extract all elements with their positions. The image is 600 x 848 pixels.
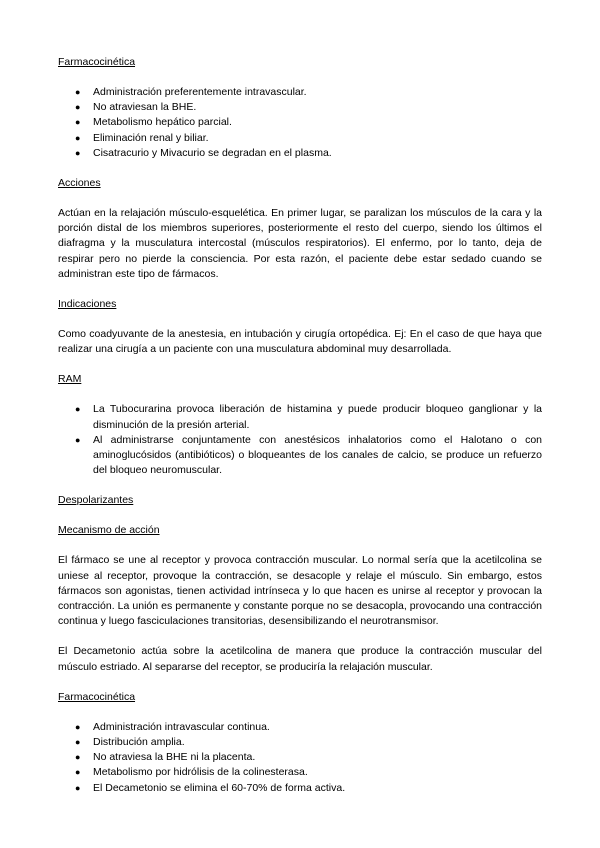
bullet-icon: ●	[75, 147, 81, 158]
list-farmacocinetica-1	[58, 85, 542, 161]
list-item: ● Metabolismo por hidrólisis de la colinesterasa.	[58, 765, 542, 780]
list-item: ● El Decametonio se elimina el 60-70% de forma activa.	[58, 781, 542, 796]
bullet-icon: ●	[75, 404, 81, 415]
heading-farmacocinetica-2: Farmacocinética	[58, 690, 136, 703]
bullet-icon: ●	[75, 132, 81, 143]
list-item: ● La Tubocurarina provoca liberación de histamina y puede producir bloqueo ganglionar y la disminución de la presión arterial.	[75, 403, 542, 431]
heading-ram: RAM	[58, 373, 82, 386]
bullet-icon: ●	[75, 737, 81, 748]
heading-acciones: Acciones	[58, 177, 101, 190]
bullet-icon: ●	[75, 767, 81, 778]
paragraph-indicaciones: Como coadyuvante de la anestesia, en intubación y cirugía ortopédica. Ej: En el caso de que haya que realizar una cirugía a un paciente con una musculatura abdominal muy desarrollada.	[58, 328, 542, 356]
paragraph-mecanismo-2: El Decametonio actúa sobre la acetilcolina de manera que produce la contracción muscular del músculo estriado. Al separarse del receptor, se produciría la relajación muscular.	[58, 645, 542, 673]
list-item: ● Cisatracurio y Mivacurio se degradan en el plasma.	[58, 146, 542, 161]
bullet-icon: ●	[75, 752, 81, 763]
bullet-icon: ●	[75, 102, 81, 113]
list-item: ● No atraviesa la BHE ni la placenta.	[58, 750, 542, 765]
heading-farmacocinetica-1: Farmacocinética	[58, 56, 136, 68]
bullet-icon: ●	[75, 721, 81, 732]
bullet-icon: ●	[75, 782, 81, 793]
heading-mecanismo: Mecanismo de acción	[58, 524, 160, 537]
bullet-icon: ●	[75, 117, 81, 128]
list-item: ● Administración intravascular continua.	[58, 720, 542, 735]
list-ram	[58, 402, 542, 478]
list-item: ● Al administrarse conjuntamente con anestésicos inhalatorios como el Halotano o con aminoglucósidos (antibióticos) o bloqueantes de los canales de calcio, se produce un refuerzo del bloqueo neuromuscular.	[75, 433, 542, 477]
bullet-icon: ●	[75, 87, 81, 97]
heading-despolarizantes: Despolarizantes	[58, 494, 134, 507]
list-item: ● Metabolismo hepático parcial.	[58, 115, 542, 130]
list-item: ● Administración preferentemente intravascular.	[58, 85, 542, 100]
heading-indicaciones: Indicaciones	[58, 298, 117, 311]
list-item: ● No atraviesan la BHE.	[58, 100, 542, 115]
paragraph-mecanismo-1: El fármaco se une al receptor y provoca contracción muscular. Lo normal sería que la acetilcolina se uniese al receptor, provoque la contracción, se desacople y relaje el músculo. Sin embargo, estos fármacos son agonistas, tienen actividad intrínseca y lo que hacen es unirse al receptor y provocan la contracción. La unión es permanente y constante porque no se desacopla, provocando una contracción continua y luego fasciculaciones transitorias, desensibilizando el neurotransmisor.	[58, 554, 542, 628]
document-page	[58, 55, 542, 796]
paragraph-acciones: Actúan en la relajación músculo-esquelética. En primer lugar, se paralizan los músculos de la cara y la porción distal de los miembros superiores, posteriormente el resto del cuerpo, siendo los últimos el diafragma y la musculatura intercostal (músculos respiratorios). El enfermo, por lo tanto, deja de respirar pero no pierde la consciencia. Por esta razón, el paciente debe estar sedado cuando se administran este tipo de fármacos.	[58, 207, 542, 280]
bullet-icon: ●	[75, 434, 81, 445]
list-item: ● Distribución amplia.	[58, 735, 542, 750]
list-farmacocinetica-2	[58, 720, 542, 796]
list-item: ● Eliminación renal y biliar.	[58, 131, 542, 146]
